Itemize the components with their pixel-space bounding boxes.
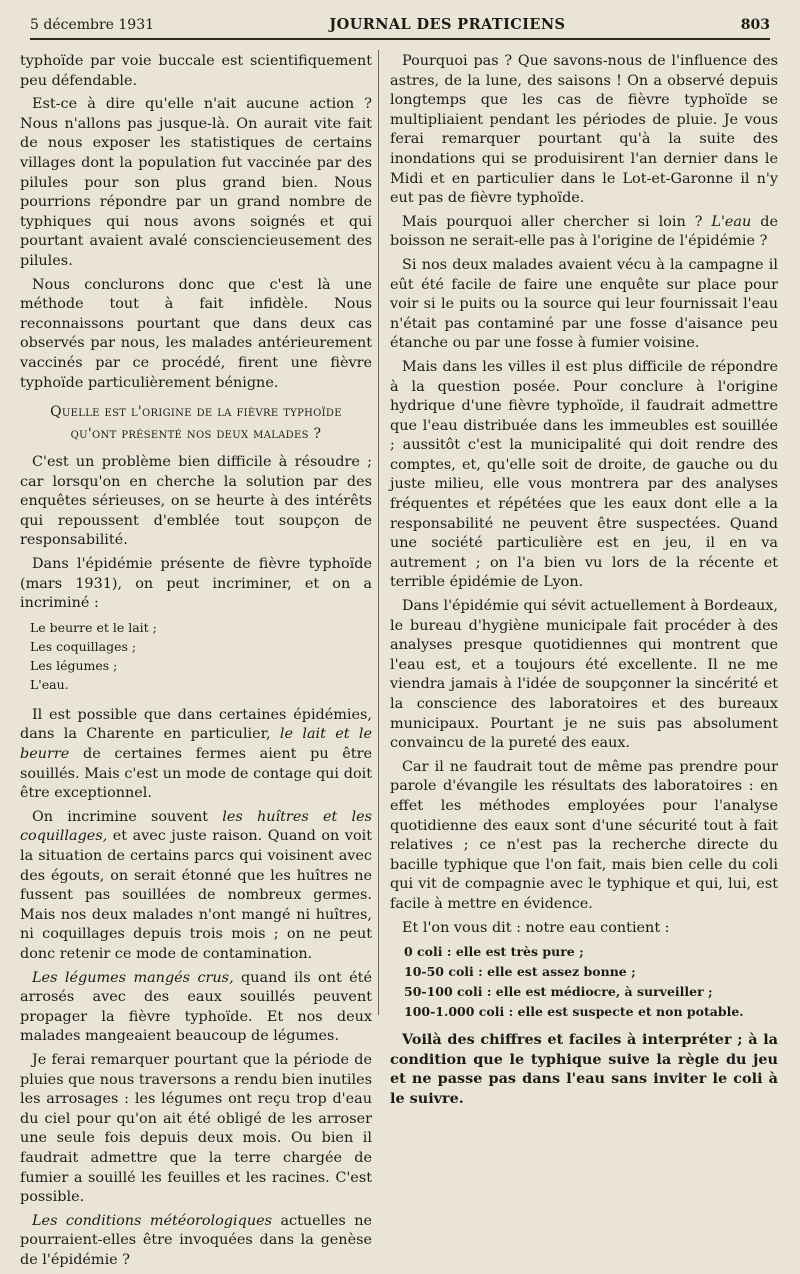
section-heading-line: qu'ont présenté nos deux malades ? <box>70 426 322 443</box>
suspect-list <box>20 618 372 694</box>
text-run: de certaines fermes aient pu être souillés. Mais c'est un mode de contage qui doit être exceptionnel. <box>20 746 372 802</box>
text-run: quand ils ont été arrosés avec des eaux souillés peuvent propager la fièvre typhoïde. Et nos deux malades mangeaient beaucoup de légumes. <box>20 969 372 1045</box>
paragraph: Dans l'épidémie présente de fièvre typhoïde (mars 1931), on peut incriminer, et on a incriminé : <box>20 556 372 612</box>
list-item: Les coquillages ; <box>30 638 137 654</box>
paragraph: Voilà des chiffres et faciles à interpréter ; à la condition que le typhique suive la règle du jeu et ne passe pas dans l'eau sans inviter le coli à le suivre. <box>390 1031 778 1107</box>
paragraph: typhoïde par voie buccale est scientifiquement peu défendable. <box>20 53 372 89</box>
text-run: de boisson ne serait-elle pas à l'origine de l'épidémie ? <box>390 213 778 250</box>
paragraph: Mais dans les villes il est plus difficile de répondre à la question posée. Pour conclure à l'origine hydrique d'une fièvre typhoïde, il faudrait admettre que l'eau distribuée dans les immeubles est souillée ; aussitôt c'est la municipalité qui doit rendre des comptes, et, qu'elle soit de droite, de gauche ou du juste milieu, elle vous montrera par des analyses fréquentes et répétées que les eaux dont elle a la responsabilité ne peuvent être suspectées. Quand une société particulière est en jeu, il en va autrement ; on l'a bien vu lors de la récente et terrible épidémie de Lyon. <box>390 358 778 591</box>
text-run: Il est possible que dans certaines épidémies, dans la Charente en particulier, <box>20 706 372 743</box>
list-item: L'eau. <box>30 676 69 692</box>
italic-run: le lait et le beurre <box>20 726 372 763</box>
paragraph: Dans l'épidémie qui sévit actuellement à Bordeaux, le bureau d'hygiène municipale fait procéder à des analyses presque quotidiennes qui montrent que l'eau est, et a toujours été excellente. Il ne me viendra jamais à l'idée de soupçonner la sincérité et la conscience des laboratoires et des bureaux municipaux. Pourtant je ne suis pas absolument convaincu de la pureté des eaux. <box>390 598 778 752</box>
paragraph <box>390 213 778 252</box>
paragraph: Nous conclurons donc que c'est là une méthode tout à fait infidèle. Nous reconnaissons pourtant que dans deux cas observés par nous, les malades antérieurement vaccinés par ce procédé, firent une fièvre typhoïde particulièrement bénigne. <box>20 276 372 391</box>
page-header <box>30 16 770 40</box>
text-run: actuelles ne pourraient-elles être invoquées dans la genèse de l'épidémie ? <box>20 1212 372 1268</box>
text-run: et avec juste raison. Quand on voit la situation de certains parcs qui voisinent avec des égouts, on serait étonné que les huîtres ne fussent pas souillées de nombreux germes. Mais nos deux malades n'ont mangé ni huîtres, ni coquillages depuis trois mois ; on ne peut donc retenir ce mode de contamination. <box>20 828 372 962</box>
coli-scale-list <box>390 942 778 1022</box>
section-heading-line: Quelle est l'origine de la fièvre typhoïde <box>50 404 342 421</box>
left-column <box>20 52 372 1274</box>
paragraph: Car il ne faudrait tout de même pas prendre pour parole d'évangile les résultats des laboratoires : en effet les méthodes employées pour l'analyse quotidienne des eaux sont d'une sécurité tout à fait relatives ; ce n'est pas la recherche directe du bacille typhique que l'on fait, mais bien celle du coli qui vit de compagnie avec le typhique et qui, lui, est facile à mettre en évidence. <box>390 758 778 912</box>
italic-run: L'eau <box>711 213 752 230</box>
paragraph <box>20 969 372 1047</box>
paragraph: Et l'on vous dit : notre eau contient : <box>402 919 670 936</box>
header-date: 5 décembre 1931 <box>30 17 155 33</box>
text-run: Mais pourquoi aller chercher si loin ? <box>402 213 712 230</box>
italic-run: les huîtres et les coquillages, <box>20 808 373 845</box>
list-item: 10-50 coli : elle est assez bonne ; <box>404 964 636 980</box>
list-item: 0 coli : elle est très pure ; <box>404 944 584 960</box>
paragraph: Pourquoi pas ? Que savons-nous de l'influence des astres, de la lune, des saisons ! On a observé depuis longtemps que les cas de fièvre typhoïde se multipliaient pendant les périodes de pluie. Je vous ferai remarquer pourtant qu'à la suite des inondations qui se produisirent l'an dernier dans le Midi et en particulier dans le Lot-et-Garonne il n'y eut pas de fièvre typhoïde. <box>390 53 778 207</box>
paragraph <box>20 1212 372 1271</box>
paragraph: Je ferai remarquer pourtant que la période de pluies que nous traversons a rendu bien inutiles les arrosages : les légumes ont reçu trop d'eau du ciel pour qu'on ait été obligé de les arroser une seule fois depuis deux mois. Ou bien il faudrait admettre que la terre chargée de fumier a souillé les feuilles et les racines. C'est possible. <box>20 1051 373 1206</box>
list-item: Le beurre et le lait ; <box>30 619 157 635</box>
list-item: Les légumes ; <box>30 657 118 673</box>
italic-run: Les légumes mangés crus, <box>32 969 234 986</box>
paragraph <box>20 706 372 804</box>
section-heading <box>20 401 372 445</box>
italic-run: Les conditions météorologiques <box>32 1212 272 1229</box>
column-divider <box>378 50 379 1015</box>
paragraph: Si nos deux malades avaient vécu à la campagne il eût été facile de faire une enquête sur place pour voir si le puits ou la source qui leur fournissait l'eau n'était pas contaminé par une fosse d'aisance peu étanche ou par une fosse à fumier voisine. <box>390 256 778 352</box>
paragraph: Est-ce à dire qu'elle n'ait aucune action ? Nous n'allons pas jusque-là. On aurait vite fait de nous exposer les statistiques de certains villages dont la population fut vaccinée par des pilules pour son plus grand bien. Nous pourrions répondre par un grand nombre de typhiques qui nous avons soignés et qui pourtant avaient avalé consciencieusement des pilules. <box>20 96 372 269</box>
paragraph: C'est un problème bien difficile à résoudre ; car lorsqu'on en cherche la solution par des enquêtes sérieuses, on se heurte à des intérêts qui repoussent d'emblée tout soupçon de responsabilité. <box>20 454 372 549</box>
page-number: 803 <box>740 17 770 33</box>
journal-title: JOURNAL DES PRATICIENS <box>329 16 566 33</box>
list-item: 100-1.000 coli : elle est suspecte et non potable. <box>404 1004 744 1020</box>
list-item: 50-100 coli : elle est médiocre, à surveiller ; <box>404 984 713 1000</box>
right-column <box>390 52 778 1113</box>
text-run: On incrimine souvent <box>32 808 223 825</box>
paragraph <box>20 808 372 965</box>
